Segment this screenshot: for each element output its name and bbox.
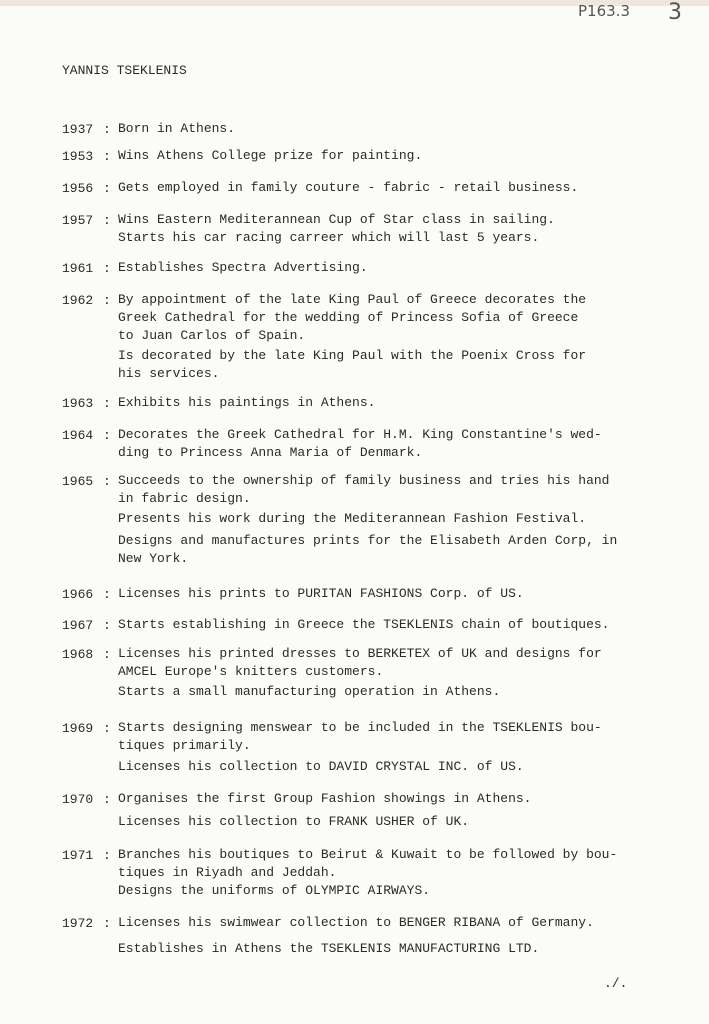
entry-text: Decorates the Greek Cathedral for H.M. King Constantine's wed- ding to Princess Anna Maria of Denmark. [118,427,602,460]
entry-text: Gets employed in family couture - fabric - retail business. [118,180,579,195]
entry-text: Organises the first Group Fashion showings in Athens. [118,791,532,806]
entry-text: Starts establishing in Greece the TSEKLENIS chain of boutiques. [118,617,610,632]
entry-separator: : [103,587,111,602]
entry-separator: : [103,618,111,633]
entry-year: 1963 [62,396,94,411]
entry-separator: : [103,792,111,807]
entry-text: Wins Athens College prize for painting. [118,148,423,163]
entry-separator: : [103,213,111,228]
entry-separator: : [103,396,111,411]
entry-year: 1971 [62,848,94,863]
continuation-mark: ./. [604,976,628,991]
entry-separator: : [103,122,111,137]
entry-text: Exhibits his paintings in Athens. [118,395,376,410]
entry-text: Licenses his collection to DAVID CRYSTAL INC. of US. [118,759,524,774]
entry-year: 1967 [62,618,94,633]
entry-text: Licenses his printed dresses to BERKETEX of UK and designs for AMCEL Europe's knitters customers. [118,646,602,679]
entry-separator: : [103,647,111,662]
entry-text: Is decorated by the late King Paul with the Poenix Cross for his services. [118,348,587,381]
entry-year: 1937 [62,122,94,137]
entry-separator: : [103,721,111,736]
entry-year: 1956 [62,181,94,196]
entry-text: Branches his boutiques to Beirut & Kuwait to be followed by bou- tiques in Riyadh and Jeddah. [118,847,618,880]
entry-year: 1972 [62,916,94,931]
entry-text: Wins Eastern Mediterannean Cup of Star class in sailing. Starts his car racing carreer which will last 5 years. [118,212,555,245]
entry-year: 1964 [62,428,94,443]
entry-text: Licenses his swimwear collection to BENGER RIBANA of Germany. [118,915,594,930]
entry-separator: : [103,181,111,196]
entry-text: By appointment of the late King Paul of Greece decorates the Greek Cathedral for the wedding of Princess Sofia of Greece to Juan Carlos of Spain. [118,292,587,343]
entry-text: Born in Athens. [118,121,236,136]
entry-separator: : [103,428,111,443]
entry-year: 1969 [62,721,94,736]
entry-text: Licenses his prints to PURITAN FASHIONS Corp. of US. [118,586,524,601]
entry-text: Designs the uniforms of OLYMPIC AIRWAYS. [118,883,431,898]
entry-separator: : [103,261,111,276]
entry-year: 1953 [62,149,94,164]
entry-year: 1965 [62,474,94,489]
entry-year: 1962 [62,293,94,308]
entry-text: Licenses his collection to FRANK USHER of UK. [118,814,470,829]
entry-year: 1970 [62,792,94,807]
handwritten-reference: P163.3 [578,2,630,20]
entry-year: 1957 [62,213,94,228]
entry-separator: : [103,916,111,931]
entry-separator: : [103,848,111,863]
entry-year: 1961 [62,261,94,276]
entry-separator: : [103,293,111,308]
entry-text: Establishes Spectra Advertising. [118,260,368,275]
entry-text: Starts designing menswear to be included in the TSEKLENIS bou- tiques primarily. [118,720,602,753]
handwritten-page-number: 3 [668,0,682,25]
entry-year: 1968 [62,647,94,662]
entry-text: Establishes in Athens the TSEKLENIS MANUFACTURING LTD. [118,941,540,956]
entry-text: Presents his work during the Mediterannean Fashion Festival. [118,511,587,526]
entry-text: Starts a small manufacturing operation in Athens. [118,684,501,699]
entry-text: Designs and manufactures prints for the Elisabeth Arden Corp, in New York. [118,533,618,566]
entry-year: 1966 [62,587,94,602]
entry-separator: : [103,149,111,164]
document-title: YANNIS TSEKLENIS [62,63,187,78]
entry-separator: : [103,474,111,489]
entry-text: Succeeds to the ownership of family business and tries his hand in fabric design. [118,473,610,506]
